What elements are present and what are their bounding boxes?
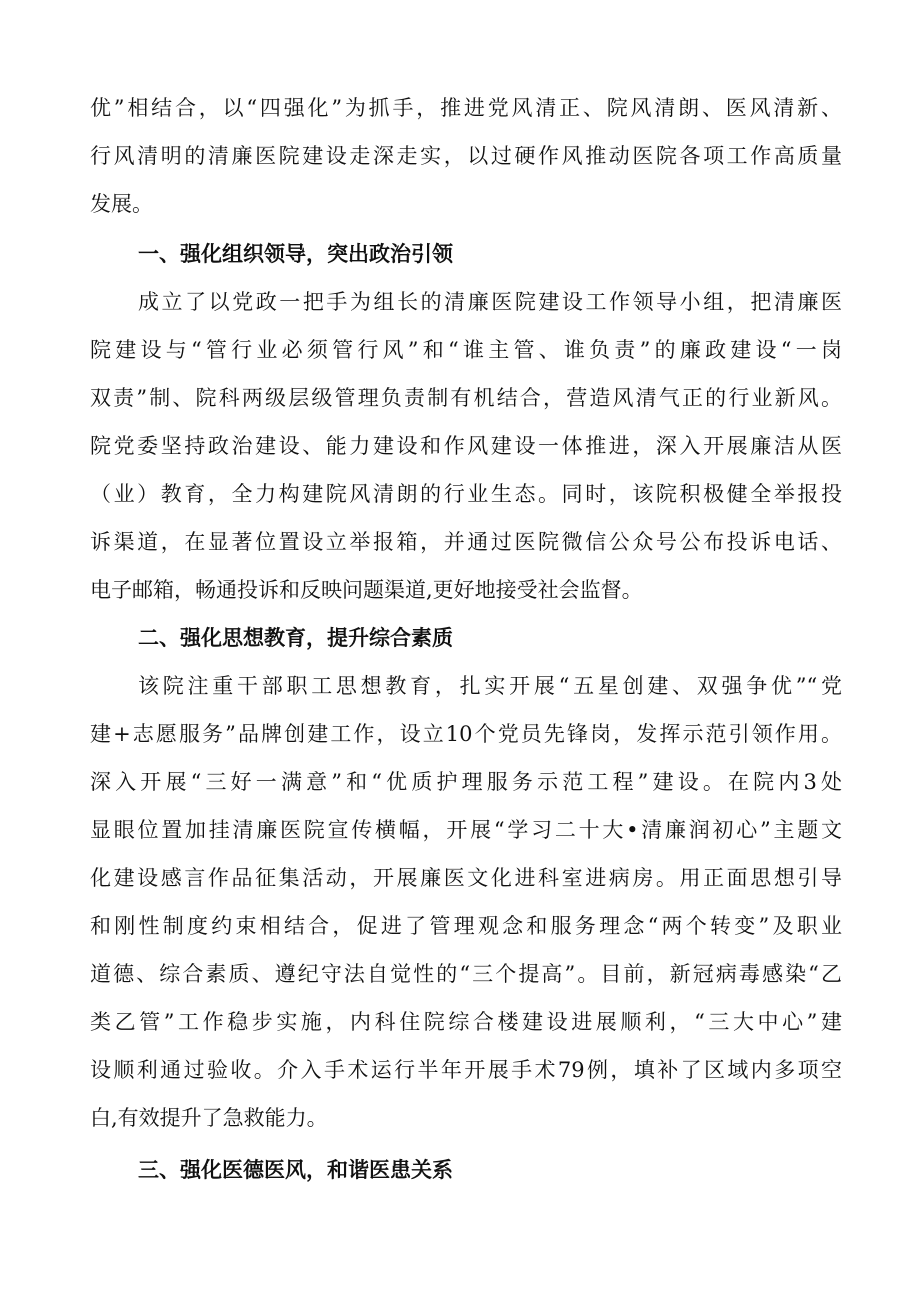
intro-line-1: 优”相结合，以“四强化”为抓手，推进党风清正、院风清朗、医风清新、: [90, 96, 842, 120]
section-1-line-1: 成立了以党政一把手为组长的清廉医院建设工作领导小组，把清廉医: [138, 290, 842, 314]
section-1-line-5: （业）教育，全力构建院风清朗的行业生态。同时，该院积极健全举报投: [90, 482, 842, 506]
section-2-line-10: 白,有效提升了急救能力。: [90, 1106, 328, 1130]
section-2-line-5: 化建设感言作品征集活动，开展廉医文化进科室进病房。用正面思想引导: [90, 866, 842, 890]
section-2-line-4: 显眼位置加挂清廉医院宣传横幅，开展“学习二十大•清廉润初心”主题文: [90, 818, 842, 842]
section-3-heading: 三、强化医德医风，和谐医患关系: [138, 1158, 453, 1182]
section-1-heading: 一、强化组织领导，突出政治引领: [138, 242, 453, 266]
section-2-line-3: 深入开展“三好一满意”和“优质护理服务示范工程”建设。在院内3处: [90, 770, 842, 794]
section-2-line-1: 该院注重干部职工思想教育，扎实开展“五星创建、双强争优”“党: [138, 674, 842, 698]
section-2-line-6: 和刚性制度约束相结合，促进了管理观念和服务理念“两个转变”及职业: [90, 914, 842, 938]
intro-line-3: 发展。: [90, 192, 153, 216]
section-2-line-9: 设顺利通过验收。介入手术运行半年开展手术79例，填补了区域内多项空: [90, 1058, 842, 1082]
intro-line-2: 行风清明的清廉医院建设走深走实，以过硬作风推动医院各项工作高质量: [90, 144, 842, 168]
section-1-line-3: 双责”制、院科两级层级管理负责制有机结合，营造风清气正的行业新风。: [90, 386, 842, 410]
section-1-line-4: 院党委坚持政治建设、能力建设和作风建设一体推进，深入开展廉洁从医: [90, 434, 842, 458]
section-2-line-7: 道德、综合素质、遵纪守法自觉性的“三个提高”。目前，新冠病毒感染“乙: [90, 962, 842, 986]
section-2-line-8: 类乙管”工作稳步实施，内科住院综合楼建设进展顺利，“三大中心”建: [90, 1010, 842, 1034]
section-2-line-2: 建+志愿服务”品牌创建工作，设立10个党员先锋岗，发挥示范引领作用。: [90, 722, 842, 746]
section-1-line-7: 电子邮箱，畅通投诉和反映问题渠道,更好地接受社会监督。: [90, 578, 643, 602]
section-1-line-6: 诉渠道，在显著位置设立举报箱，并通过医院微信公众号公布投诉电话、: [90, 530, 842, 554]
section-2-heading: 二、强化思想教育，提升综合素质: [138, 626, 453, 650]
section-1-line-2: 院建设与“管行业必须管行风”和“谁主管、谁负责”的廉政建设“一岗: [90, 338, 842, 362]
